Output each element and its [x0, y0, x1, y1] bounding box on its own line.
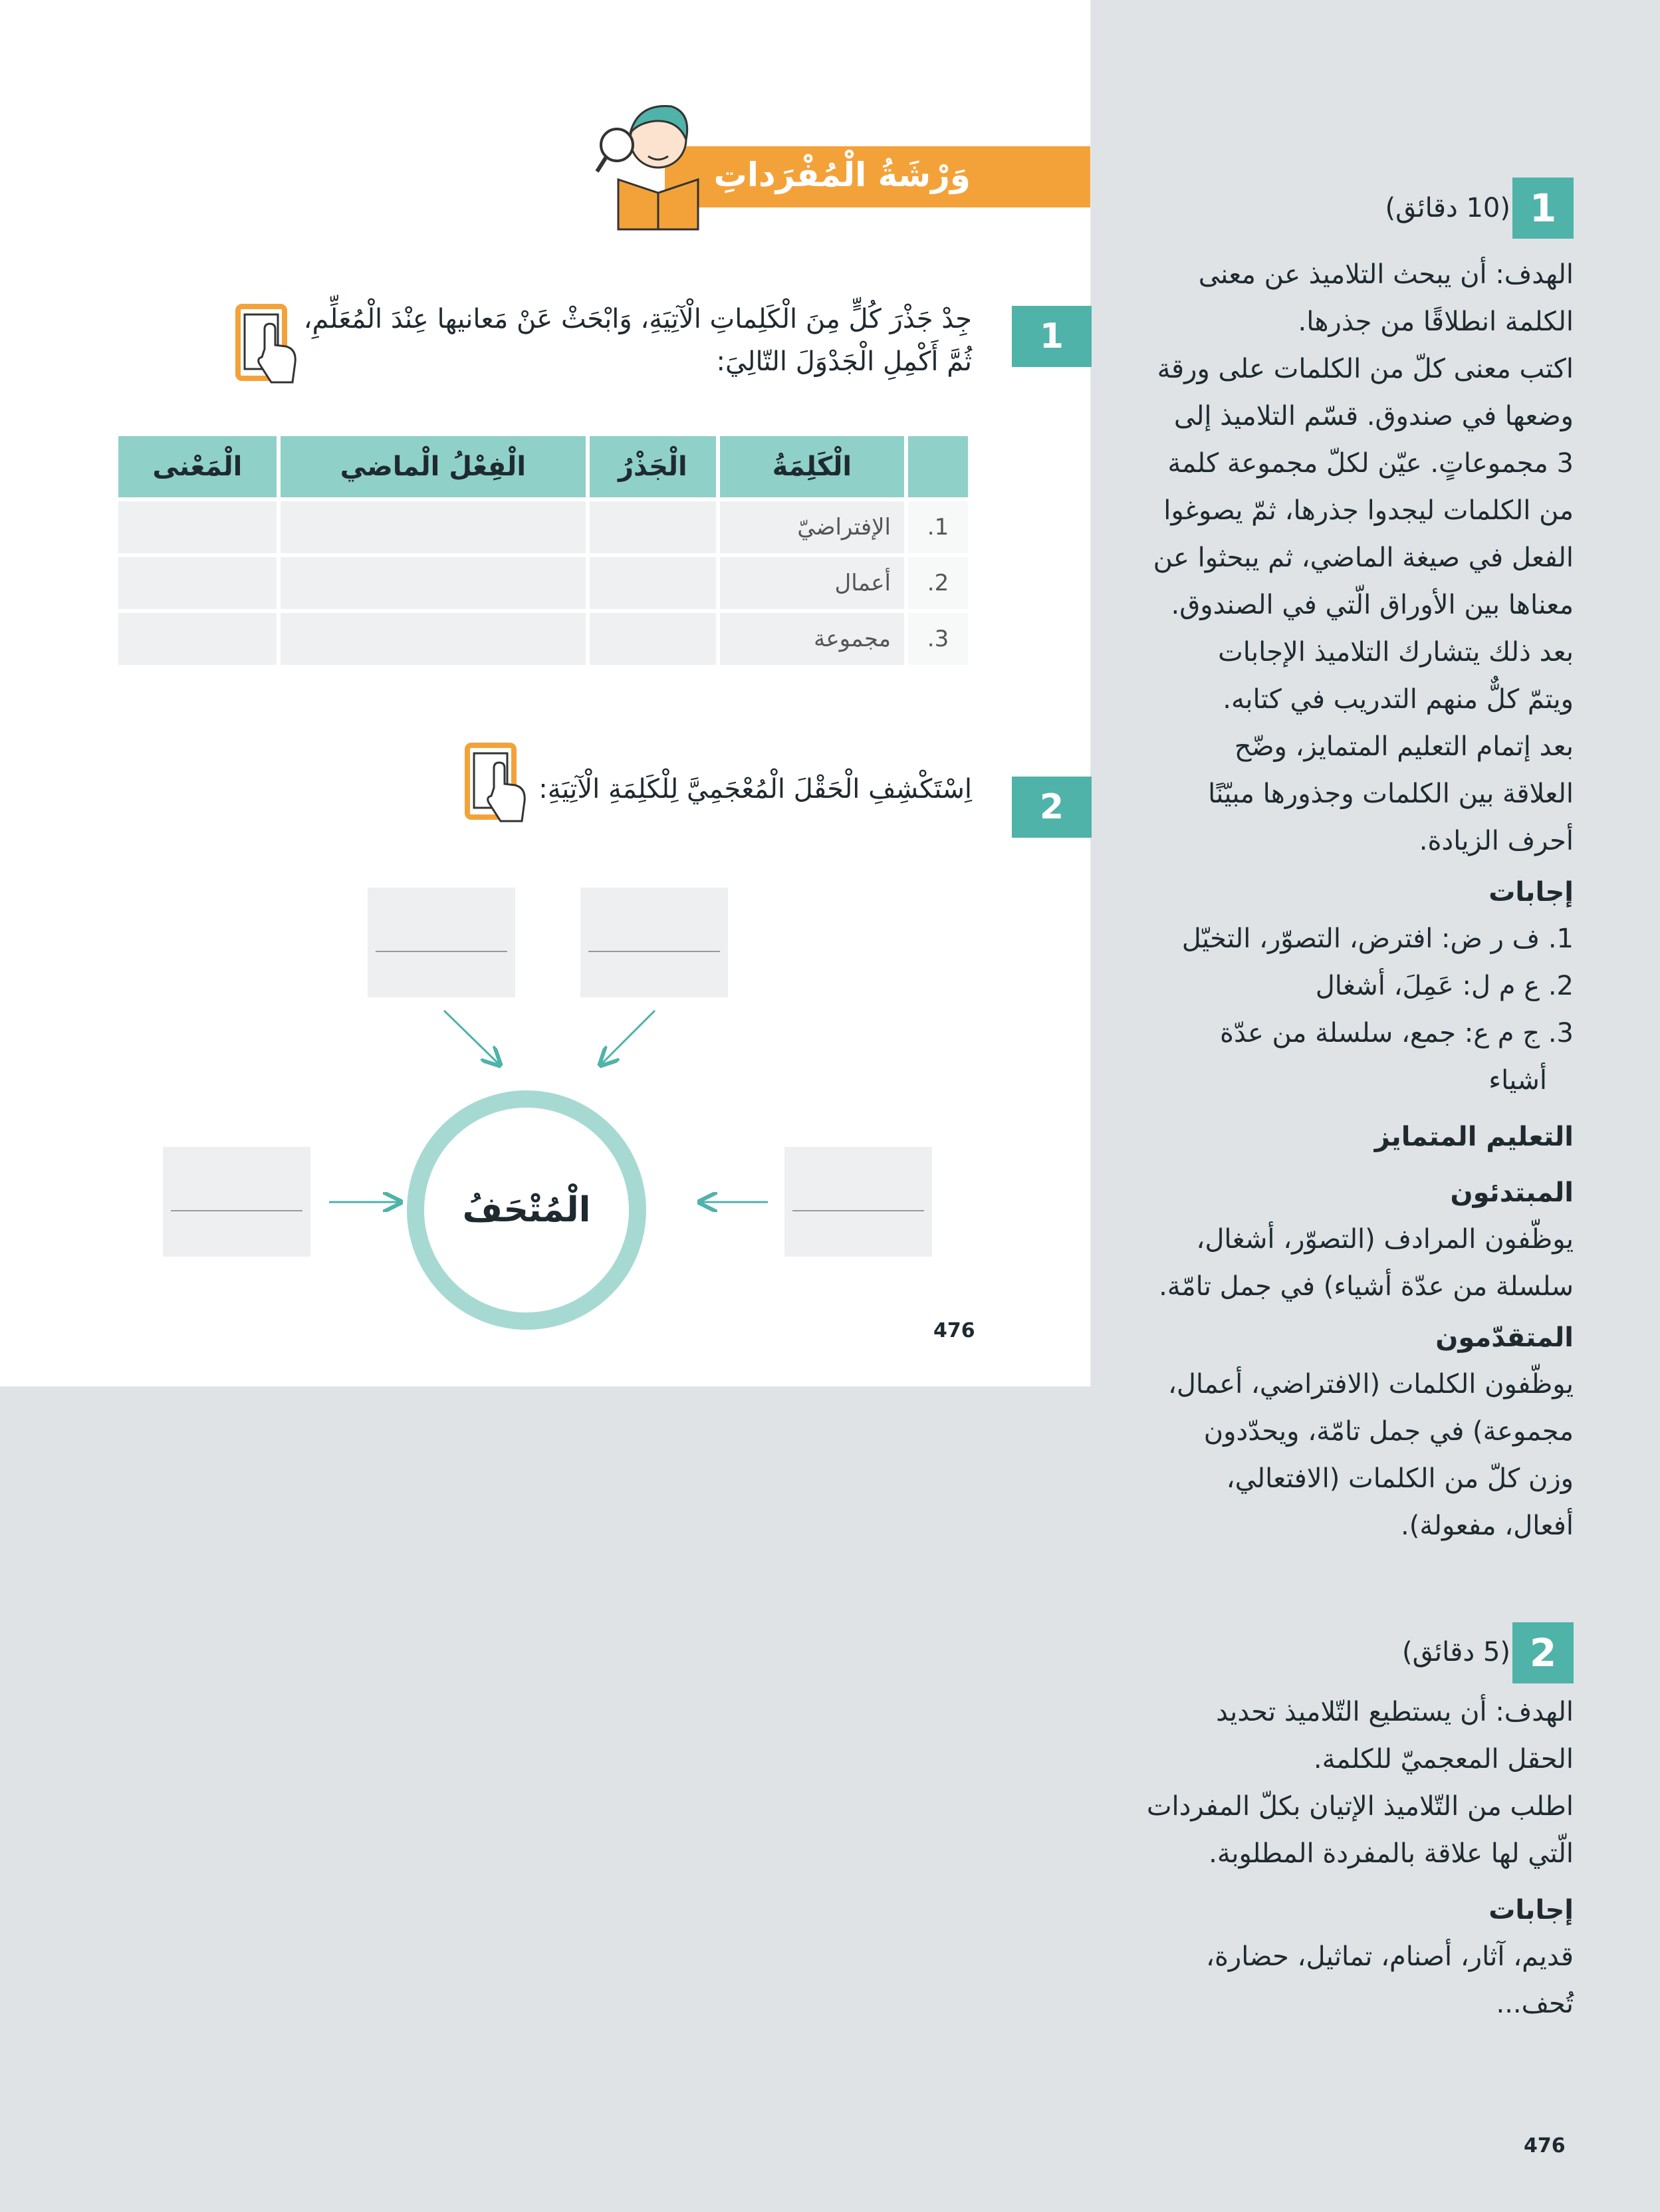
teacher-section-2-number: 2	[1512, 1622, 1574, 1683]
paragraph-line: يوظّفون الكلمات (الافتراضي، أعمال،	[1167, 1369, 1574, 1400]
past-verb-cell[interactable]	[281, 613, 586, 665]
paragraph-line: معناها بين الأوراق الّتي في الصندوق.	[1171, 590, 1574, 620]
section-1-answers	[1095, 916, 1574, 1104]
teacher-guide-panel	[1090, 0, 1660, 2212]
vocab-workshop-banner	[665, 146, 1090, 207]
paragraph-line: أفعال، مفعولة).	[1401, 1511, 1574, 1541]
paragraph-line: الكلمة انطلاقًا من جذرها.	[1298, 307, 1574, 337]
table-header-past-verb: الْفِعْلُ الْماضي	[281, 436, 586, 497]
paragraph-line: وضعها في صندوق. قسّم التلاميذ إلى	[1173, 401, 1574, 431]
table-row	[118, 557, 968, 609]
row-word: أعمال	[720, 557, 904, 609]
meaning-cell[interactable]	[118, 557, 277, 609]
banner-title: وَرْشَةُ الْمُفْرَداتِ	[713, 156, 971, 194]
section-2-answers-title: إجابات	[1488, 1895, 1574, 1925]
answer-item: 1. ف ر ض: افترض، التصوّر، التخيّل	[1181, 923, 1574, 954]
center-word-circle	[407, 1090, 646, 1330]
student-page-number: 476	[933, 1319, 975, 1342]
section-2-paragraph	[1095, 1689, 1574, 1878]
row-index: 2.	[908, 557, 968, 609]
teacher-page-number: 476	[1524, 2134, 1566, 2157]
paragraph-line: الهدف: أن يبحث التلاميذ عن معنى	[1198, 259, 1574, 290]
row-word: مجموعة	[720, 613, 904, 665]
word-box-top-right[interactable]	[580, 888, 728, 997]
table-header-word: الْكَلِمَةُ	[720, 436, 904, 497]
table-row	[118, 613, 968, 665]
section-2-answers	[1095, 1933, 1574, 2028]
paragraph-line: بعد ذلك يتشارك التلاميذ الإجابات	[1218, 637, 1574, 668]
tablet-tap-icon	[233, 303, 306, 396]
word-box-top-left[interactable]	[368, 888, 515, 997]
exercise-1-line-1: جِدْ جَذْرَ كُلٍّ مِنَ الْكَلِماتِ الْآتِيَةِ، وَابْحَثْ عَنْ مَعانيها عِنْدَ الْمُعَلِّمِ،	[303, 304, 972, 334]
root-cell[interactable]	[590, 557, 716, 609]
advanced-text	[1095, 1361, 1574, 1550]
table-header-index	[908, 436, 968, 497]
paragraph-line: من الكلمات ليجدوا جذرها، ثمّ يصوغوا	[1163, 495, 1574, 526]
word-box-left[interactable]	[163, 1147, 310, 1257]
differentiated-title: التعليم المتمايز	[1374, 1122, 1574, 1152]
teacher-section-1-number: 1	[1512, 178, 1574, 239]
answer-item: تُحف...	[1496, 1989, 1574, 2019]
row-word: الإفتراضيّ	[720, 501, 904, 553]
exercise-2-instruction: اِسْتَكْشِفِ الْحَقْلَ الْمُعْجَمِيَّ لِلْكَلِمَةِ الْآتِيَةِ:	[538, 774, 972, 804]
paragraph-line: الحقل المعجميّ للكلمة.	[1313, 1744, 1574, 1775]
word-box-right[interactable]	[784, 1147, 932, 1257]
row-index: 3.	[908, 613, 968, 665]
answer-item: قديم، آثار، أصنام، تماثيل، حضارة،	[1206, 1941, 1574, 1972]
teacher-section-2-duration: (5 دقائق)	[1402, 1637, 1510, 1667]
advanced-title: المتقدّمون	[1435, 1322, 1574, 1353]
tablet-tap-icon	[462, 741, 535, 834]
paragraph-line: الهدف: أن يستطيع التّلاميذ تحديد	[1216, 1697, 1574, 1727]
answer-item: 3. ج م ع: جمع، سلسلة من عدّة	[1220, 1018, 1574, 1048]
section-1-paragraph	[1095, 251, 1574, 865]
paragraph-line: وزن كلّ من الكلمات (الافتعالي،	[1226, 1463, 1574, 1494]
teacher-section-2	[1095, 1689, 1574, 2028]
section-1-answers-title: إجابات	[1488, 877, 1574, 908]
paragraph-line: يوظّفون المرادف (التصوّر، أشغال،	[1196, 1224, 1574, 1255]
table-header-meaning: الْمَعْنى	[118, 436, 277, 497]
paragraph-line: أحرف الزيادة.	[1419, 826, 1574, 856]
paragraph-line: العلاقة بين الكلمات وجذورها مبيّنًا	[1208, 779, 1574, 809]
root-cell[interactable]	[590, 613, 716, 665]
exercise-1-line-2: ثُمَّ أَكْمِلِ الْجَدْوَلَ التّالِيَ:	[716, 346, 972, 377]
paragraph-line: بعد إتمام التعليم المتمايز، وضّح	[1234, 731, 1574, 762]
teacher-section-1-duration: (10 دقائق)	[1385, 193, 1510, 223]
paragraph-line: 3 مجموعاتٍ. عيّن لكلّ مجموعة كلمة	[1167, 448, 1574, 479]
table-row	[118, 501, 968, 553]
paragraph-line: مجموعة) في جمل تامّة، ويحدّدون	[1203, 1416, 1574, 1447]
vocab-table	[114, 432, 972, 669]
reading-mascot-icon	[592, 93, 725, 233]
paragraph-line: الفعل في صيغة الماضي، ثم يبحثوا عن	[1153, 543, 1574, 573]
root-cell[interactable]	[590, 501, 716, 553]
row-index: 1.	[908, 501, 968, 553]
paragraph-line: اكتب معنى كلّ من الكلمات على ورقة	[1157, 354, 1574, 384]
meaning-cell[interactable]	[118, 613, 277, 665]
exercise-1-number: 1	[1012, 306, 1092, 367]
past-verb-cell[interactable]	[281, 501, 586, 553]
table-header-root: الْجَذْرُ	[590, 436, 716, 497]
teacher-section-1	[1095, 251, 1574, 1550]
paragraph-line: سلسلة من عدّة أشياء) في جمل تامّة.	[1159, 1271, 1574, 1302]
table-header-row	[118, 436, 968, 497]
meaning-cell[interactable]	[118, 501, 277, 553]
beginners-text	[1095, 1216, 1574, 1310]
beginners-title: المبتدئون	[1450, 1177, 1574, 1208]
paragraph-line: اطلب من التّلاميذ الإتيان بكلّ المفردات	[1146, 1791, 1574, 1822]
answer-item: 2. ع م ل: عَمِلَ، أشغال	[1315, 971, 1574, 1001]
student-page	[0, 0, 1090, 1386]
paragraph-line: الّتي لها علاقة بالمفردة المطلوبة.	[1209, 1838, 1574, 1869]
paragraph-line: ويتمّ كلٌّ منهم التدريب في كتابه.	[1223, 684, 1574, 715]
exercise-2-number: 2	[1012, 777, 1092, 838]
past-verb-cell[interactable]	[281, 557, 586, 609]
answer-item: أشياء	[1488, 1065, 1547, 1096]
center-word: الْمُتْحَفُ	[462, 1190, 591, 1230]
